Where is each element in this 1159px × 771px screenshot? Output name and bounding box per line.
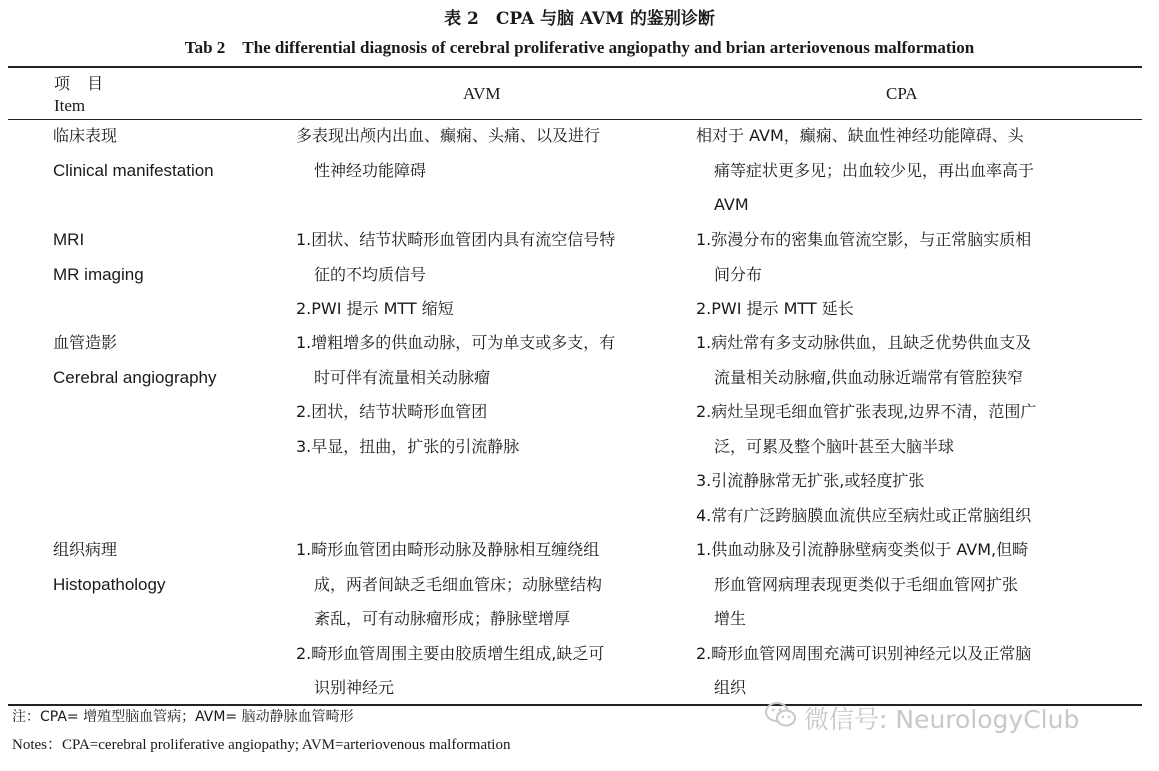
text-line: 1.病灶常有多支动脉供血，且缺乏优势供血支及 — [696, 333, 1032, 352]
text-line: 成，两者间缺乏毛细血管床；动脉壁结构 — [314, 574, 603, 594]
wechat-icon — [764, 700, 798, 736]
text-line: 3.早显，扭曲，扩张的引流静脉 — [296, 436, 520, 456]
row-histopathology-cpa — [696, 533, 1108, 706]
text-line: 1.团状、结节状畸形血管团内具有流空信号特 — [296, 230, 616, 249]
table-note-cn: 注：CPA= 增殖型脑血管病；AVM= 脑动静脉血管畸形 — [12, 709, 354, 725]
text-line: 痛等症状更多见；出血较少见，再出血率高于 — [714, 160, 1035, 180]
table-title-cn: 表 2 CPA 与脑 AVM 的鉴别诊断 — [444, 9, 715, 29]
header-item-en: Item — [54, 96, 86, 115]
row-clinical-avm — [296, 119, 676, 188]
table-title-en: Tab 2 The differential diagnosis of cerebral proliferative angiopathy and brian arteriovenous malformation — [184, 38, 975, 57]
category-en: Clinical manifestation — [53, 160, 214, 180]
text-line: 组织 — [714, 678, 747, 697]
text-line: 间分布 — [714, 264, 763, 284]
text-line: 2.团状，结节状畸形血管团 — [296, 402, 488, 421]
text-line: 2.畸形血管周围主要由胶质增生组成,缺乏可 — [296, 643, 605, 663]
row-histopathology-avm — [296, 533, 676, 706]
row-mri-avm — [296, 223, 676, 327]
table-top-rule — [8, 66, 1142, 68]
text-line: 2.PWI 提示 MTT 延长 — [696, 299, 854, 318]
watermark-text: 微信号: NeurologyClub — [804, 705, 1080, 734]
header-item-cn: 项 目 — [54, 74, 110, 93]
row-mri-category — [53, 223, 283, 292]
category-en: Histopathology — [53, 574, 166, 594]
text-line: 相对于 AVM，癫痫、缺血性神经功能障碍、头 — [696, 126, 1024, 145]
text-line: 性神经功能障碍 — [314, 160, 427, 180]
text-line: 4.常有广泛跨脑膜血流供应至病灶或正常脑组织 — [696, 505, 1032, 525]
category-en: MR imaging — [53, 264, 144, 284]
text-line: 增生 — [714, 609, 747, 628]
category-cn: 血管造影 — [53, 333, 118, 352]
text-line: 3.引流静脉常无扩张,或轻度扩张 — [696, 471, 925, 490]
text-line: 2.病灶呈现毛细血管扩张表现,边界不清，范围广 — [696, 402, 1037, 421]
header-avm: AVM — [463, 84, 501, 103]
text-line: 多表现出颅内出血、癫痫、头痛、以及进行 — [296, 126, 601, 145]
category-en: Cerebral angiography — [53, 367, 217, 387]
row-angiography-cpa — [696, 326, 1108, 533]
row-angiography-avm — [296, 326, 676, 464]
text-line: 时可伴有流量相关动脉瘤 — [314, 367, 491, 387]
category-cn: 组织病理 — [53, 540, 118, 559]
text-line: 2.PWI 提示 MTT 缩短 — [296, 299, 454, 318]
text-line: AVM — [714, 195, 749, 214]
text-line: 1.供血动脉及引流静脉壁病变类似于 AVM,但畸 — [696, 540, 1029, 559]
row-angiography-category — [53, 326, 283, 395]
row-clinical-cpa — [696, 119, 1108, 223]
text-line: 紊乱，可有动脉瘤形成；静脉壁增厚 — [314, 609, 571, 628]
text-line: 识别神经元 — [314, 678, 395, 697]
watermark — [764, 700, 1079, 736]
table-note-en: Notes：CPA=cerebral proliferative angiopathy; AVM=arteriovenous malformation — [12, 737, 511, 753]
category-cn: 临床表现 — [53, 126, 118, 145]
text-line: 2.畸形血管网周围充满可识别神经元以及正常脑 — [696, 643, 1032, 663]
text-line: 形血管网病理表现更类似于毛细血管网扩张 — [714, 574, 1019, 594]
row-mri-cpa — [696, 223, 1108, 327]
row-clinical-category — [53, 119, 283, 188]
text-line: 1.畸形血管团由畸形动脉及静脉相互缠绕组 — [296, 540, 600, 559]
header-cpa: CPA — [886, 84, 918, 103]
text-line: 1.弥漫分布的密集血管流空影，与正常脑实质相 — [696, 230, 1032, 249]
text-line: 征的不均质信号 — [314, 264, 427, 284]
text-line: 流量相关动脉瘤,供血动脉近端常有管腔狭窄 — [714, 367, 1024, 387]
text-line: 1.增粗增多的供血动脉，可为单支或多支，有 — [296, 333, 616, 352]
category-cn: MRI — [53, 230, 85, 249]
row-histopathology-category — [53, 533, 283, 602]
text-line: 泛，可累及整个脑叶甚至大脑半球 — [714, 436, 955, 456]
